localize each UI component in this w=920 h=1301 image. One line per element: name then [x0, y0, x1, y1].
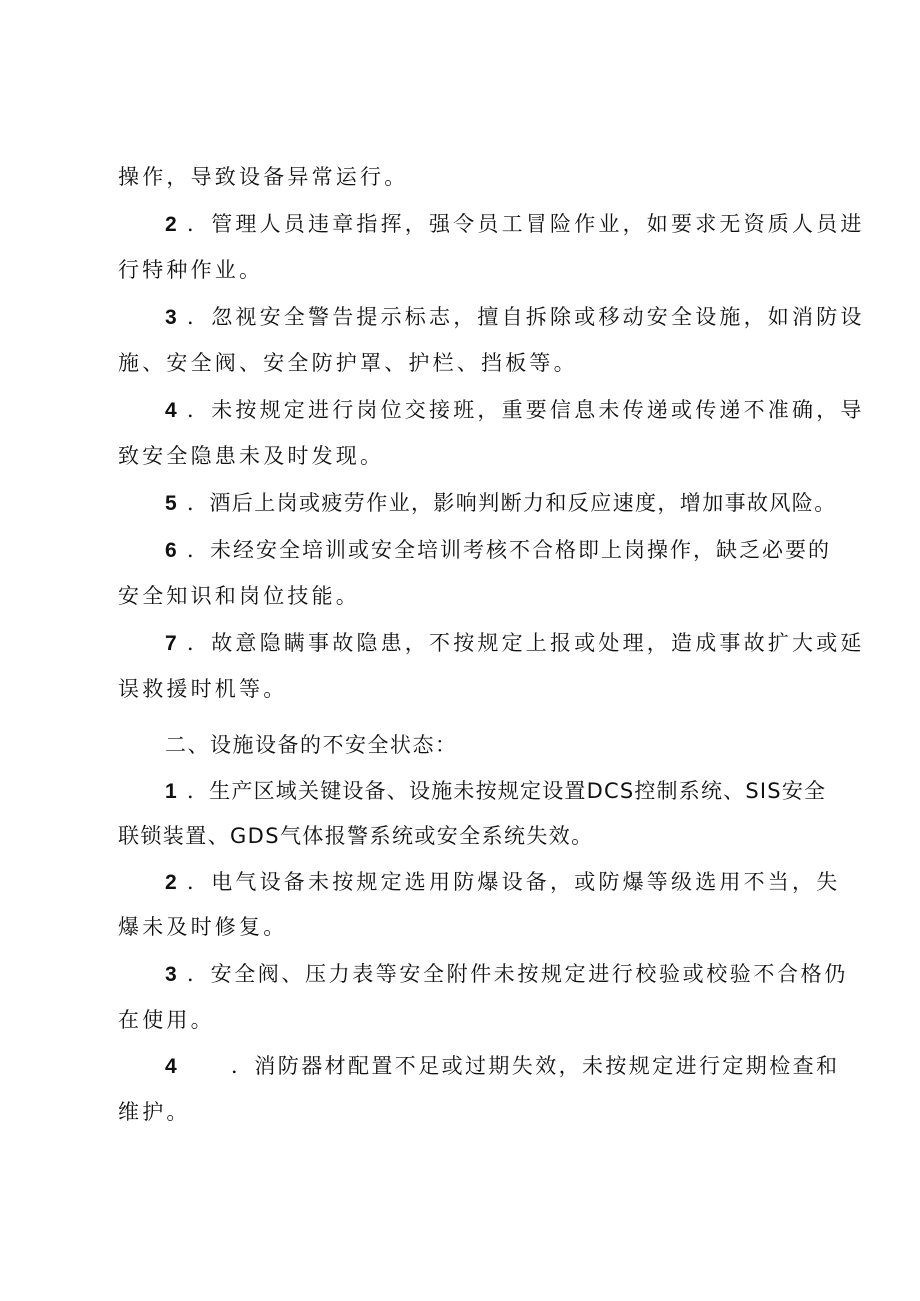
paragraph-continuation	[118, 163, 408, 191]
item-text: 安全知识和岗位技能。	[118, 584, 360, 608]
item-text: ．生产区域关键设备、设施未按规定设置DCS控制系统、SIS安全	[187, 779, 827, 803]
item-text: ．管理人员违章指挥，强令员工冒险作业，如要求无资质人员进	[187, 212, 865, 236]
list-item-7-continuation	[118, 675, 287, 703]
item-text: 行特种作业。	[118, 258, 264, 282]
item-number: 5	[165, 492, 177, 515]
list-item-4-continuation	[118, 442, 384, 470]
item-text: 爆未及时修复。	[118, 915, 288, 939]
item-text: ．安全阀、压力表等安全附件未按规定进行校验或校验不合格仍	[187, 962, 848, 986]
list-item-3	[165, 303, 865, 332]
paragraph-text: 操作，导致设备异常运行。	[118, 165, 409, 189]
item-number: 4	[165, 1055, 177, 1078]
list-item-5	[165, 489, 837, 518]
item-text: ．消防器材配置不足或过期失效，未按规定进行定期检查和	[231, 1054, 840, 1078]
list-item-6-continuation	[118, 582, 360, 610]
item-text: 维护。	[118, 1100, 191, 1124]
list-item-3b-continuation	[118, 1006, 215, 1034]
list-item-3b	[165, 960, 848, 989]
item-number: 2	[165, 871, 177, 894]
item-text: ．故意隐瞒事故隐患，不按规定上报或处理，造成事故扩大或延	[187, 631, 865, 655]
item-text: ．未按规定进行岗位交接班，重要信息未传递或传递不准确，导	[187, 398, 865, 422]
item-text: 施、安全阀、安全防护罩、护栏、挡板等。	[118, 351, 578, 375]
list-item-6	[165, 536, 831, 565]
item-number: 3	[165, 963, 177, 986]
list-item-2b	[165, 868, 840, 897]
list-item-4b-continuation	[118, 1098, 191, 1126]
item-number: 4	[165, 399, 177, 422]
item-text: ．忽视安全警告提示标志，擅自拆除或移动安全设施，如消防设	[187, 305, 865, 329]
item-number: 6	[165, 539, 177, 562]
item-number: 1	[165, 780, 177, 803]
list-item-3-continuation	[118, 349, 578, 377]
list-item-2-continuation	[118, 256, 263, 284]
item-text: 误救援时机等。	[118, 677, 288, 701]
item-number: 3	[165, 306, 177, 329]
list-item-2b-continuation	[118, 913, 287, 941]
item-text: ．未经安全培训或安全培训考核不合格即上岗操作，缺乏必要的	[187, 538, 831, 562]
list-item-4b	[165, 1052, 839, 1081]
item-text: ．酒后上岗或疲劳作业，影响判断力和反应速度，增加事故风险。	[187, 491, 837, 515]
section-heading	[165, 731, 458, 759]
item-text: 联锁装置、GDS气体报警系统或安全系统失效。	[118, 824, 594, 848]
item-number: 7	[165, 632, 177, 655]
list-item-7	[165, 629, 865, 658]
item-text: 致安全隐患未及时发现。	[118, 444, 385, 468]
item-text: ．电气设备未按规定选用防爆设备，或防爆等级选用不当，失	[187, 870, 841, 894]
list-item-2	[165, 210, 865, 239]
heading-text: 二、设施设备的不安全状态：	[165, 733, 458, 757]
list-item-1	[165, 777, 826, 806]
list-item-4	[165, 396, 865, 425]
list-item-1-continuation	[118, 822, 594, 850]
item-text: 在使用。	[118, 1008, 215, 1032]
item-number: 2	[165, 213, 177, 236]
